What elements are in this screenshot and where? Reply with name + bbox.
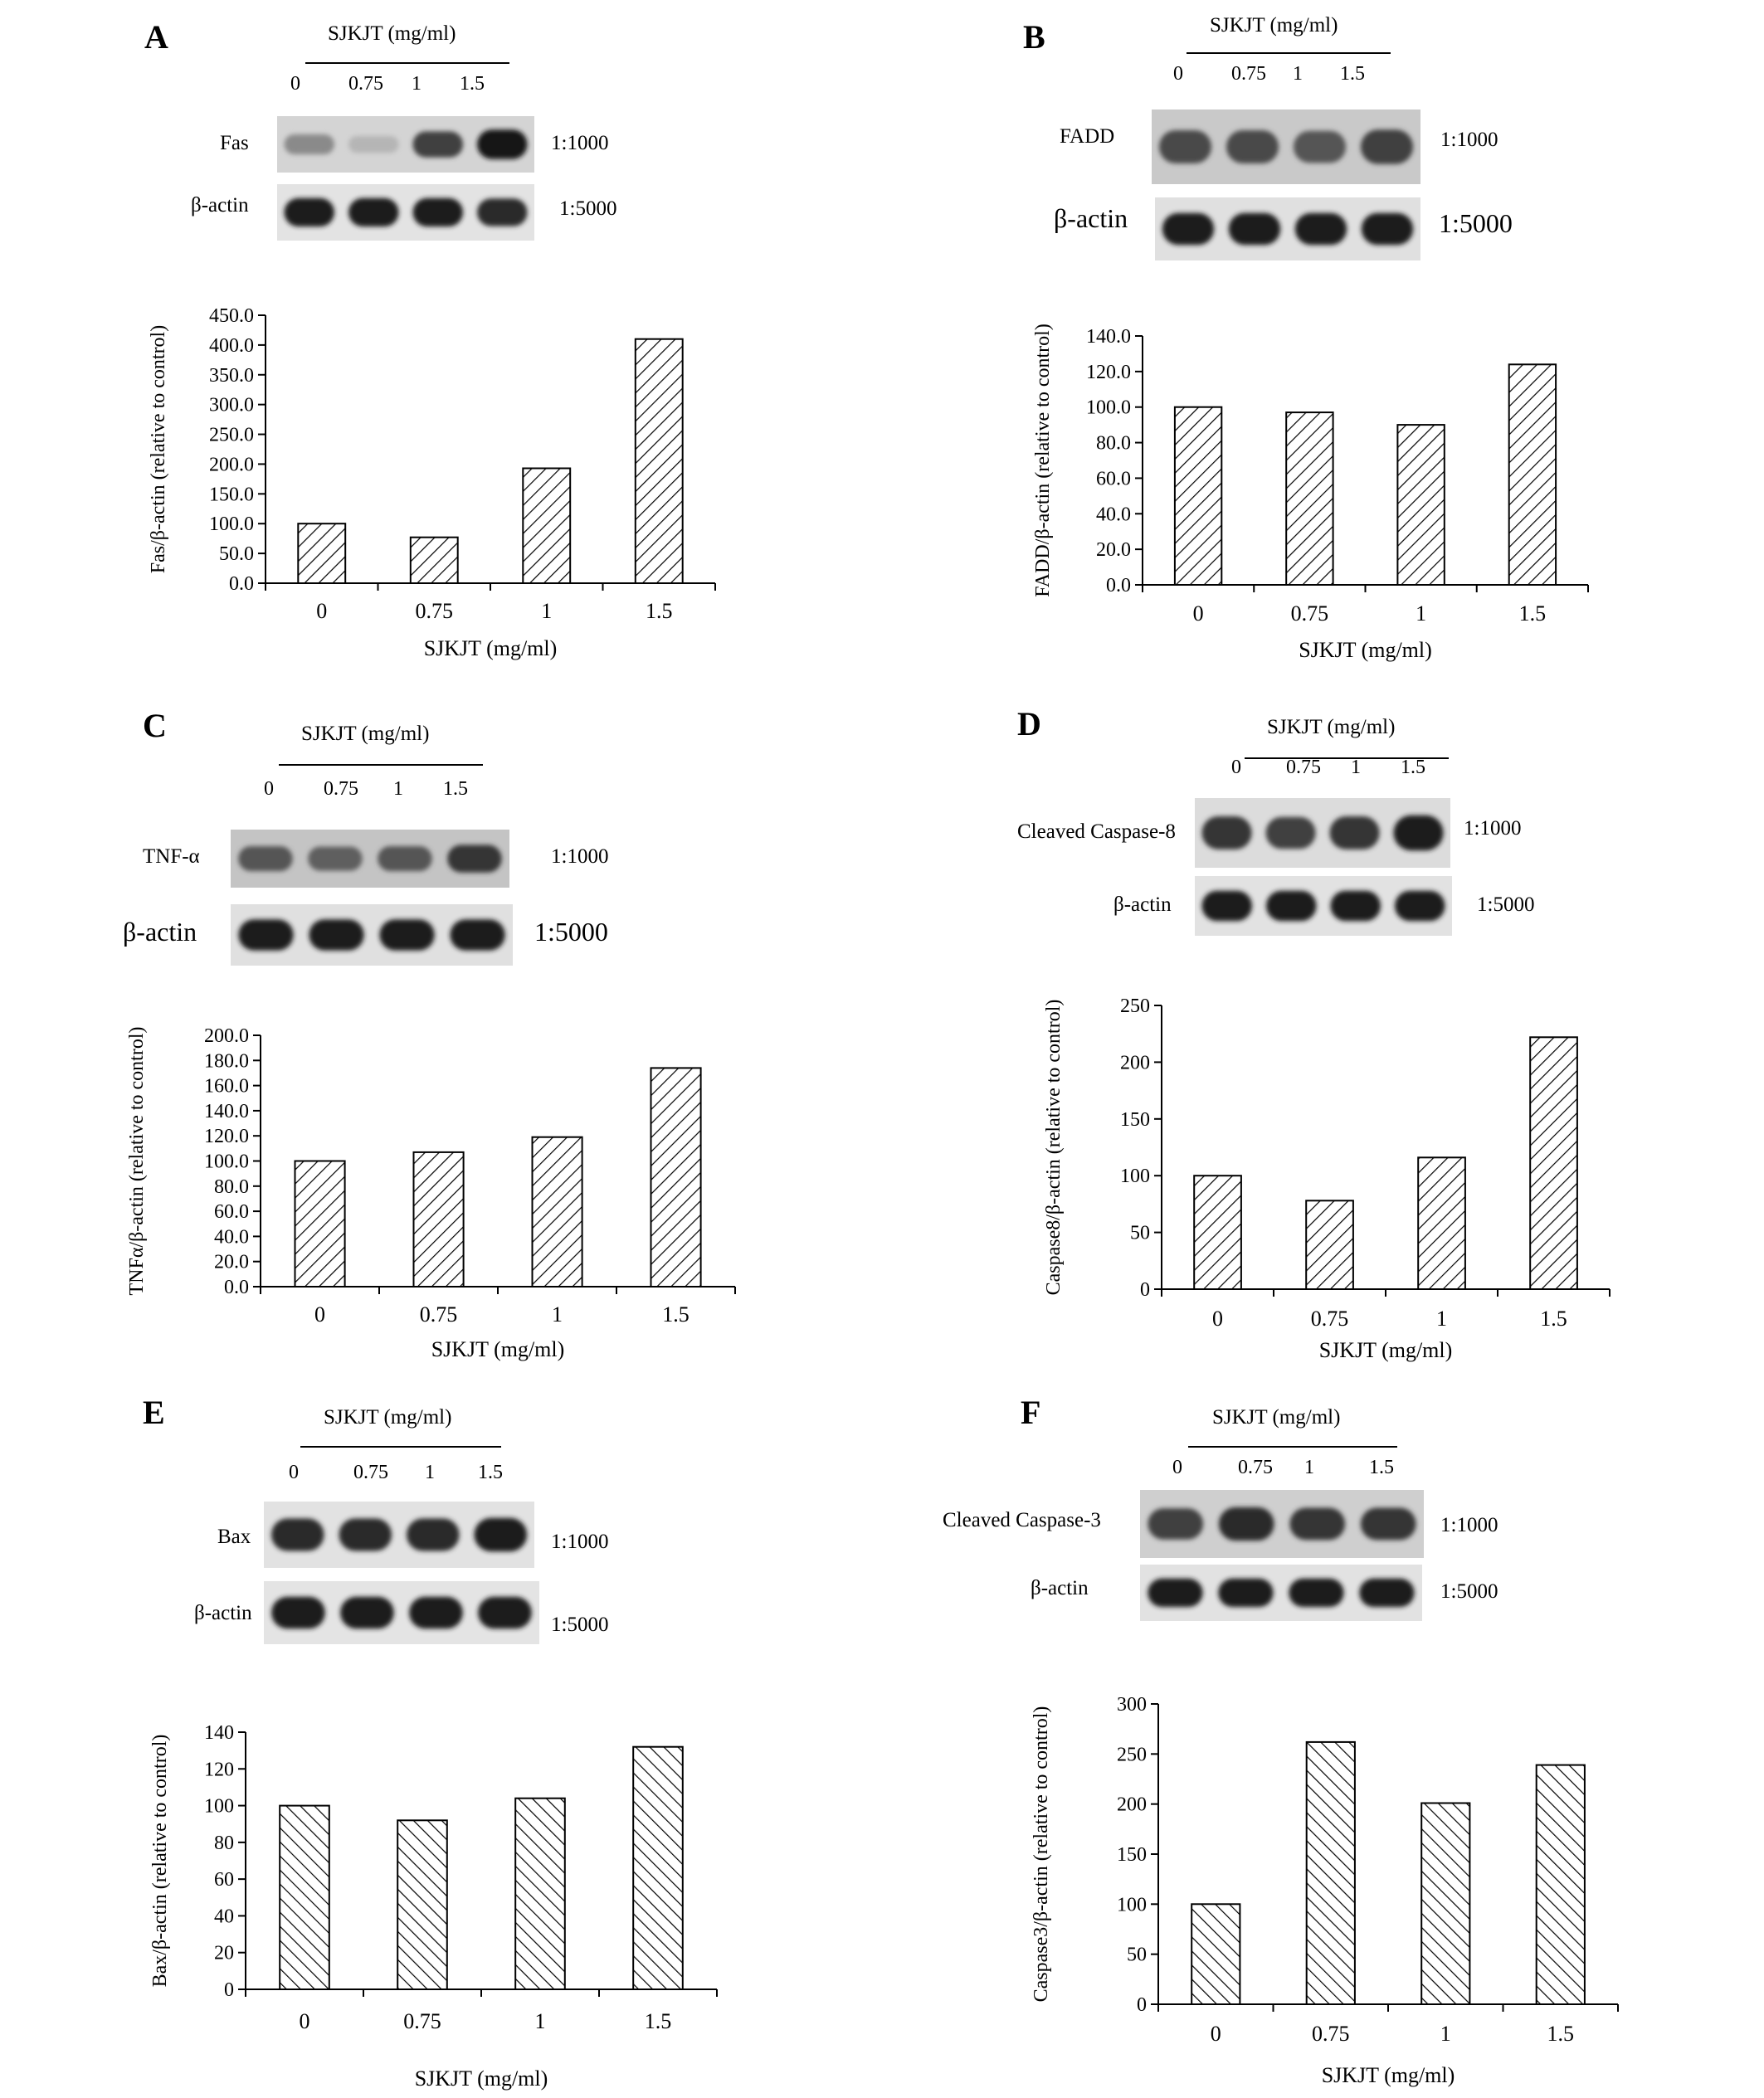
y-tick-label: 20.0	[214, 1251, 249, 1273]
blot-band	[450, 919, 504, 950]
bar	[295, 1161, 345, 1288]
lane-labels	[264, 778, 468, 800]
western-blot	[1017, 798, 1534, 936]
panel-letter: E	[143, 1394, 165, 1431]
blot-band	[379, 919, 434, 950]
y-tick-label: 150	[1120, 1108, 1150, 1131]
lane-label: 0	[290, 73, 300, 95]
lane-labels	[1173, 63, 1365, 85]
x-tick-label: 0	[1192, 601, 1204, 626]
blot-header: SJKJT (mg/ml)	[1267, 716, 1396, 738]
bar	[298, 523, 345, 583]
bar-chart	[149, 1722, 717, 2091]
y-tick-label: 450.0	[209, 305, 254, 327]
y-tick-label: 250	[1117, 1744, 1147, 1766]
blot-band	[308, 847, 363, 871]
blot-band	[1218, 1579, 1273, 1607]
blot-band	[1159, 130, 1211, 163]
x-axis-title: SJKJT (mg/ml)	[414, 2066, 548, 2091]
lane-label: 0	[1173, 63, 1183, 85]
lane-label: 1.5	[443, 778, 468, 800]
y-tick-label: 150.0	[209, 484, 254, 506]
blot-label: β-actin	[194, 1602, 252, 1624]
x-tick-label: 1	[1416, 601, 1427, 626]
blot-band	[409, 1597, 463, 1628]
blot-band	[477, 129, 528, 158]
bar	[414, 1152, 464, 1287]
panel-b	[1023, 14, 1588, 662]
x-tick-label: 1.5	[662, 1302, 690, 1326]
blot-band	[1289, 1508, 1345, 1541]
y-axis-title: Caspase8/β-actin (relative to control)	[1043, 999, 1065, 1296]
y-tick-label: 100	[1120, 1166, 1150, 1188]
lane-label: 0.75	[353, 1462, 388, 1483]
western-blot	[194, 1502, 608, 1644]
x-tick-label: 1.5	[644, 2009, 672, 2033]
panel-letter: A	[144, 18, 168, 56]
lane-label: 0.75	[1286, 757, 1321, 778]
x-tick-label: 1	[541, 599, 553, 623]
blot-band	[1330, 816, 1380, 849]
x-tick-label: 1	[534, 2009, 546, 2033]
blot-band	[1202, 891, 1253, 921]
y-tick-label: 60.0	[214, 1201, 249, 1224]
bar	[1418, 1157, 1465, 1289]
western-blot	[943, 1490, 1498, 1621]
panel-e	[143, 1394, 717, 2091]
y-axis-title: Bax/β-actin (relative to control)	[149, 1734, 171, 1988]
lane-label: 0	[1172, 1457, 1182, 1478]
y-tick-label: 100	[204, 1795, 234, 1818]
blot-band	[238, 846, 293, 871]
panel-letter: B	[1023, 18, 1045, 56]
dilution-label: 1:1000	[1440, 1514, 1498, 1536]
y-tick-label: 200	[1117, 1794, 1147, 1816]
panel-a	[144, 18, 715, 660]
blot-band	[1289, 1579, 1343, 1607]
y-tick-label: 40	[214, 1906, 234, 1928]
lane-label: 0	[1231, 757, 1241, 778]
lane-label: 0.75	[1238, 1457, 1273, 1478]
bar	[1537, 1765, 1585, 2004]
x-axis-title: SJKJT (mg/ml)	[1299, 638, 1432, 662]
blot-band	[1395, 891, 1445, 921]
bar	[1286, 412, 1333, 585]
bar	[1397, 425, 1444, 585]
y-tick-label: 0.0	[1106, 575, 1131, 596]
x-tick-label: 0	[314, 1302, 325, 1326]
blot-band	[1362, 213, 1413, 245]
lane-labels	[1231, 757, 1425, 778]
blot-band	[378, 846, 432, 871]
bar	[523, 469, 570, 584]
blot-band	[1394, 815, 1444, 850]
blot-band	[1162, 213, 1214, 245]
y-tick-label: 180.0	[204, 1050, 249, 1073]
lane-label: 1.5	[1369, 1457, 1394, 1478]
dilution-label: 1:1000	[1464, 817, 1522, 840]
y-tick-label: 50	[1130, 1222, 1150, 1244]
dilution-label: 1:1000	[1440, 129, 1498, 151]
bar	[651, 1068, 701, 1287]
panel-letter: C	[143, 707, 167, 744]
blot-band	[1148, 1579, 1202, 1607]
x-tick-label: 0.75	[415, 599, 453, 623]
blot-band	[1266, 891, 1317, 921]
bar	[1194, 1176, 1241, 1289]
y-tick-label: 0.0	[229, 573, 254, 595]
blot-label: Cleaved Caspase-3	[943, 1509, 1101, 1531]
x-tick-label: 1.5	[1540, 1307, 1567, 1331]
blot-band	[413, 198, 464, 226]
x-tick-label: 0.75	[419, 1302, 458, 1326]
blot-band	[1359, 1579, 1414, 1607]
y-tick-label: 100.0	[1086, 397, 1131, 419]
blot-band	[1331, 891, 1381, 921]
y-tick-label: 120	[204, 1759, 234, 1781]
blot-label: β-actin	[1054, 203, 1128, 233]
lane-labels	[290, 73, 485, 95]
lane-label: 1	[412, 73, 422, 95]
lane-label: 1.5	[460, 73, 485, 95]
western-blot	[191, 116, 616, 241]
y-tick-label: 80	[214, 1832, 234, 1854]
bar-chart	[1043, 995, 1610, 1362]
x-tick-label: 0	[299, 2009, 310, 2033]
x-tick-label: 0.75	[1310, 1307, 1349, 1331]
blot-band	[271, 1518, 324, 1550]
lane-label: 0	[289, 1462, 299, 1483]
bar	[636, 339, 683, 583]
y-tick-label: 140.0	[1086, 326, 1131, 348]
lane-label: 1.5	[478, 1462, 503, 1483]
bar	[411, 538, 458, 583]
x-tick-label: 0	[1210, 2022, 1221, 2046]
panel-f	[943, 1394, 1618, 2087]
panel-letter: D	[1017, 705, 1041, 742]
y-tick-label: 20	[214, 1942, 234, 1964]
lane-label: 1	[1293, 63, 1303, 85]
dilution-label: 1:1000	[551, 845, 609, 868]
blot-band	[1148, 1508, 1203, 1540]
blot-band	[1295, 213, 1347, 245]
x-tick-label: 1.5	[1518, 601, 1547, 626]
blot-header: SJKJT (mg/ml)	[1210, 14, 1338, 37]
y-tick-label: 60	[214, 1869, 234, 1891]
blot-label: Bax	[217, 1526, 251, 1548]
blot-band	[285, 198, 335, 226]
y-axis-title: TNFα/β-actin (relative to control)	[126, 1026, 148, 1296]
western-blot	[123, 830, 608, 966]
blot-band	[1219, 1507, 1274, 1541]
blot-band	[1294, 131, 1346, 163]
blot-band	[1229, 213, 1280, 245]
bar-chart	[1032, 324, 1588, 662]
blot-label: β-actin	[123, 917, 197, 947]
y-tick-label: 250	[1120, 995, 1150, 1017]
bar	[1191, 1904, 1240, 2004]
blot-header: SJKJT (mg/ml)	[1212, 1406, 1341, 1429]
y-tick-label: 140	[204, 1722, 234, 1744]
y-tick-label: 120.0	[1086, 361, 1131, 383]
blot-band	[348, 136, 399, 153]
lane-label: 1	[425, 1462, 435, 1483]
blot-band	[285, 134, 335, 154]
blot-header: SJKJT (mg/ml)	[301, 723, 430, 745]
blot-band	[1361, 129, 1413, 163]
bar	[1175, 407, 1221, 585]
x-tick-label: 1.5	[1547, 2022, 1574, 2046]
lane-label: 1.5	[1340, 63, 1365, 85]
panel-c	[123, 707, 735, 1361]
blot-label: Fas	[220, 132, 249, 154]
x-axis-title: SJKJT (mg/ml)	[423, 636, 558, 660]
y-tick-label: 250.0	[209, 424, 254, 446]
blot-label: Cleaved Caspase-8	[1017, 820, 1176, 843]
dilution-label: 1:5000	[1439, 208, 1513, 238]
x-tick-label: 0	[316, 599, 328, 623]
y-tick-label: 150	[1117, 1844, 1147, 1866]
y-axis-title: Caspase3/β-actin (relative to control)	[1031, 1706, 1052, 2003]
bar	[515, 1799, 565, 1989]
y-tick-label: 140.0	[204, 1100, 249, 1122]
lane-label: 0.75	[324, 778, 358, 800]
lane-label: 0.75	[1231, 63, 1266, 85]
y-tick-label: 40.0	[1096, 504, 1131, 526]
y-tick-label: 0	[224, 1979, 234, 2001]
y-tick-label: 50.0	[219, 543, 254, 566]
y-tick-label: 0	[1140, 1279, 1150, 1301]
blot-header: SJKJT (mg/ml)	[328, 22, 456, 45]
x-tick-label: 1.5	[646, 599, 673, 623]
bar-chart	[148, 305, 715, 660]
y-axis-title: Fas/β-actin (relative to control)	[148, 324, 169, 574]
blot-label: β-actin	[1113, 893, 1172, 916]
lane-label: 1	[393, 778, 403, 800]
western-blot	[1054, 110, 1513, 260]
blot-band	[1361, 1508, 1416, 1541]
bar-chart	[126, 1025, 735, 1361]
bar-chart	[1031, 1694, 1618, 2087]
blot-band	[271, 1597, 325, 1628]
bar	[397, 1820, 447, 1989]
x-axis-title: SJKJT (mg/ml)	[1321, 2063, 1455, 2087]
blot-label: FADD	[1060, 125, 1115, 148]
y-tick-label: 120.0	[204, 1126, 249, 1148]
y-tick-label: 200.0	[204, 1025, 249, 1047]
dilution-label: 1:1000	[551, 1531, 609, 1553]
dilution-label: 1:5000	[1440, 1580, 1498, 1603]
blot-band	[478, 1597, 532, 1628]
bar	[1306, 1200, 1353, 1289]
blot-band	[348, 198, 399, 226]
lane-label: 0.75	[348, 73, 383, 95]
y-tick-label: 200.0	[209, 454, 254, 476]
y-tick-label: 40.0	[214, 1226, 249, 1249]
y-tick-label: 100	[1117, 1894, 1147, 1916]
blot-label: TNF-α	[143, 845, 200, 868]
lane-labels	[1172, 1457, 1394, 1478]
x-tick-label: 1	[1440, 2022, 1451, 2046]
y-axis-title: FADD/β-actin (relative to control)	[1032, 324, 1054, 597]
y-tick-label: 160.0	[204, 1075, 249, 1098]
y-tick-label: 80.0	[1096, 432, 1131, 455]
bar	[280, 1806, 329, 1989]
y-tick-label: 100.0	[209, 514, 254, 536]
bar	[1421, 1804, 1469, 2005]
blot-band	[477, 198, 528, 226]
bar	[1530, 1037, 1577, 1289]
dilution-label: 1:5000	[1477, 893, 1535, 916]
x-axis-title: SJKJT (mg/ml)	[431, 1337, 565, 1361]
blot-header: SJKJT (mg/ml)	[324, 1406, 452, 1429]
lane-labels	[289, 1462, 503, 1483]
y-tick-label: 60.0	[1096, 468, 1131, 490]
y-tick-label: 50	[1127, 1944, 1147, 1966]
blot-band	[407, 1518, 460, 1550]
blot-band	[1202, 816, 1252, 849]
bar	[533, 1137, 582, 1287]
lane-label: 1	[1351, 757, 1361, 778]
blot-band	[238, 919, 293, 950]
lane-label: 1.5	[1401, 757, 1425, 778]
x-tick-label: 1	[552, 1302, 563, 1326]
panel-d	[1017, 705, 1610, 1362]
x-tick-label: 0	[1212, 1307, 1223, 1331]
x-tick-label: 1	[1436, 1307, 1447, 1331]
bar	[1307, 1742, 1355, 2004]
dilution-label: 1:5000	[559, 197, 617, 220]
dilution-label: 1:1000	[551, 132, 609, 154]
y-tick-label: 100.0	[204, 1151, 249, 1173]
y-tick-label: 0.0	[224, 1277, 249, 1298]
y-tick-label: 80.0	[214, 1176, 249, 1198]
y-tick-label: 0	[1137, 1994, 1147, 2016]
y-tick-label: 400.0	[209, 334, 254, 357]
bar	[633, 1747, 683, 1989]
y-tick-label: 300	[1117, 1694, 1147, 1716]
blot-band	[475, 1518, 528, 1551]
x-tick-label: 0.75	[1312, 2022, 1350, 2046]
blot-band	[1266, 817, 1316, 849]
dilution-label: 1:5000	[534, 917, 608, 947]
panel-letter: F	[1021, 1394, 1041, 1431]
y-tick-label: 200	[1120, 1052, 1150, 1074]
blot-band	[413, 131, 464, 157]
x-tick-label: 0.75	[403, 2009, 441, 2033]
blot-band	[340, 1597, 394, 1628]
x-tick-label: 0.75	[1290, 601, 1329, 626]
blot-band	[339, 1518, 392, 1550]
lane-label: 1	[1304, 1457, 1314, 1478]
lane-label: 0	[264, 778, 274, 800]
blot-band	[447, 845, 502, 872]
x-axis-title: SJKJT (mg/ml)	[1318, 1338, 1453, 1362]
y-tick-label: 300.0	[209, 394, 254, 416]
blot-label: β-actin	[1031, 1577, 1089, 1599]
blot-band	[1226, 130, 1279, 163]
blot-band	[309, 919, 363, 950]
blot-label: β-actin	[191, 194, 249, 217]
y-tick-label: 20.0	[1096, 539, 1131, 562]
y-tick-label: 350.0	[209, 364, 254, 387]
dilution-label: 1:5000	[551, 1614, 609, 1636]
bar	[1509, 364, 1556, 585]
